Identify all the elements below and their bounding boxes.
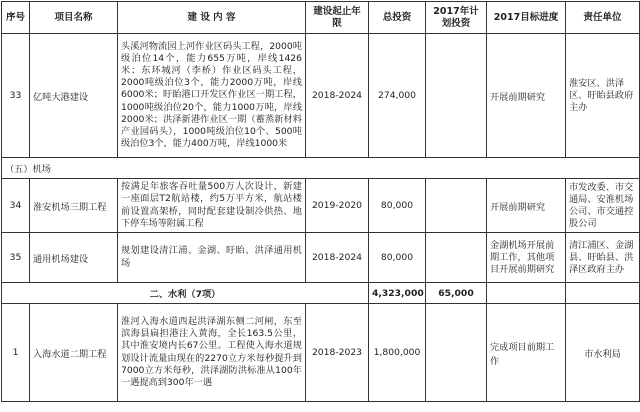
header-unit: 责任单位 — [566, 2, 640, 34]
row-unit: 清江浦区、金湖县、盱眙县、洪泽区政府主办 — [566, 233, 640, 283]
row-total: 80,000 — [369, 233, 426, 283]
subtotal-label: 二、水利（7项） — [2, 283, 369, 304]
table-row — [2, 34, 640, 158]
row-total: 274,000 — [369, 34, 426, 158]
header-content: 建 设 内 容 — [118, 2, 306, 34]
subtotal-total: 4,323,000 — [369, 283, 426, 304]
row-target: 开展前期研究 — [487, 179, 566, 233]
project-table — [1, 1, 640, 402]
row-name: 亿吨大港建设 — [30, 34, 118, 158]
row-plan2017 — [426, 179, 487, 233]
section-title: （五）机场 — [2, 158, 640, 179]
table-row — [2, 304, 640, 402]
row-content: 淮河入海水道西起洪泽湖东侧二河闸，东至滨海县扁担港注入黄海，全长163.5公里，其中淮安境内长67公里。工程使入海水道规划设计流量由现在的2270立方米每秒提升到7000立方米每秒，洪泽湖防洪标准从100年一遇提高到300年一遇 — [118, 304, 306, 402]
row-unit: 淮安区、洪泽区、盱眙县政府主办 — [566, 34, 640, 158]
row-content: 头溪河物流园上河作业区码头工程，2000吨级泊位14个，能力655万吨，岸线1426米；东环城河（李桥）作业区码头工程，2000吨级泊位3个，能力2000万吨，岸线6000米；盱眙港口开发区作业区一期工程，1000吨级泊位20个，能力1000万吨，岸线2000米；洪泽新港作业区一期（蓄蒸新材料产业园码头），1000吨级泊位10个、500吨级泊位3个，能力400万吨，岸线1000米 — [118, 34, 306, 158]
row-content: 规划建设清江浦、金湖、盱眙、洪泽通用机场 — [118, 233, 306, 283]
row-no: 1 — [2, 304, 30, 402]
row-total: 1,800,000 — [369, 304, 426, 402]
header-plan2017: 2017年计划投资 — [426, 2, 487, 34]
row-no: 33 — [2, 34, 30, 158]
row-unit: 市水利局 — [566, 304, 640, 402]
row-period: 2018-2024 — [306, 233, 369, 283]
row-plan2017 — [426, 34, 487, 158]
header-target2017: 2017目标进度 — [487, 2, 566, 34]
row-target: 完成项目前期工作 — [487, 304, 566, 402]
subtotal-empty-target — [487, 283, 566, 304]
table-row — [2, 179, 640, 233]
subtotal-empty-unit — [566, 283, 640, 304]
row-target: 开展前期研究 — [487, 34, 566, 158]
row-name: 淮安机场三期工程 — [30, 179, 118, 233]
row-period: 2018-2023 — [306, 304, 369, 402]
row-content: 按满足年旅客吞吐量500万人次设计，新建一座面层T2航站楼，约5万平方米，航站楼前设置高架桥，同时配套建设制冷供热、地下停车场等附属工程 — [118, 179, 306, 233]
header-period: 建设起止年限 — [306, 2, 369, 34]
header-name: 项目名称 — [30, 2, 118, 34]
row-target: 金湖机场开展前期工作，其他项目开展前期研究 — [487, 233, 566, 283]
header-row — [2, 2, 640, 34]
row-name: 入海水道二期工程 — [30, 304, 118, 402]
header-total: 总投资 — [369, 2, 426, 34]
row-plan2017 — [426, 233, 487, 283]
subtotal-plan2017: 65,000 — [426, 283, 487, 304]
subtotal-row — [2, 283, 640, 304]
row-total: 80,000 — [369, 179, 426, 233]
row-unit: 市发改委、市交通局、安淮机场公司、市交通控股公司 — [566, 179, 640, 233]
row-period: 2018-2024 — [306, 34, 369, 158]
row-period: 2019-2020 — [306, 179, 369, 233]
section-row — [2, 158, 640, 179]
row-name: 通用机场建设 — [30, 233, 118, 283]
table-row — [2, 233, 640, 283]
row-no: 35 — [2, 233, 30, 283]
row-plan2017 — [426, 304, 487, 402]
header-no: 序号 — [2, 2, 30, 34]
row-no: 34 — [2, 179, 30, 233]
